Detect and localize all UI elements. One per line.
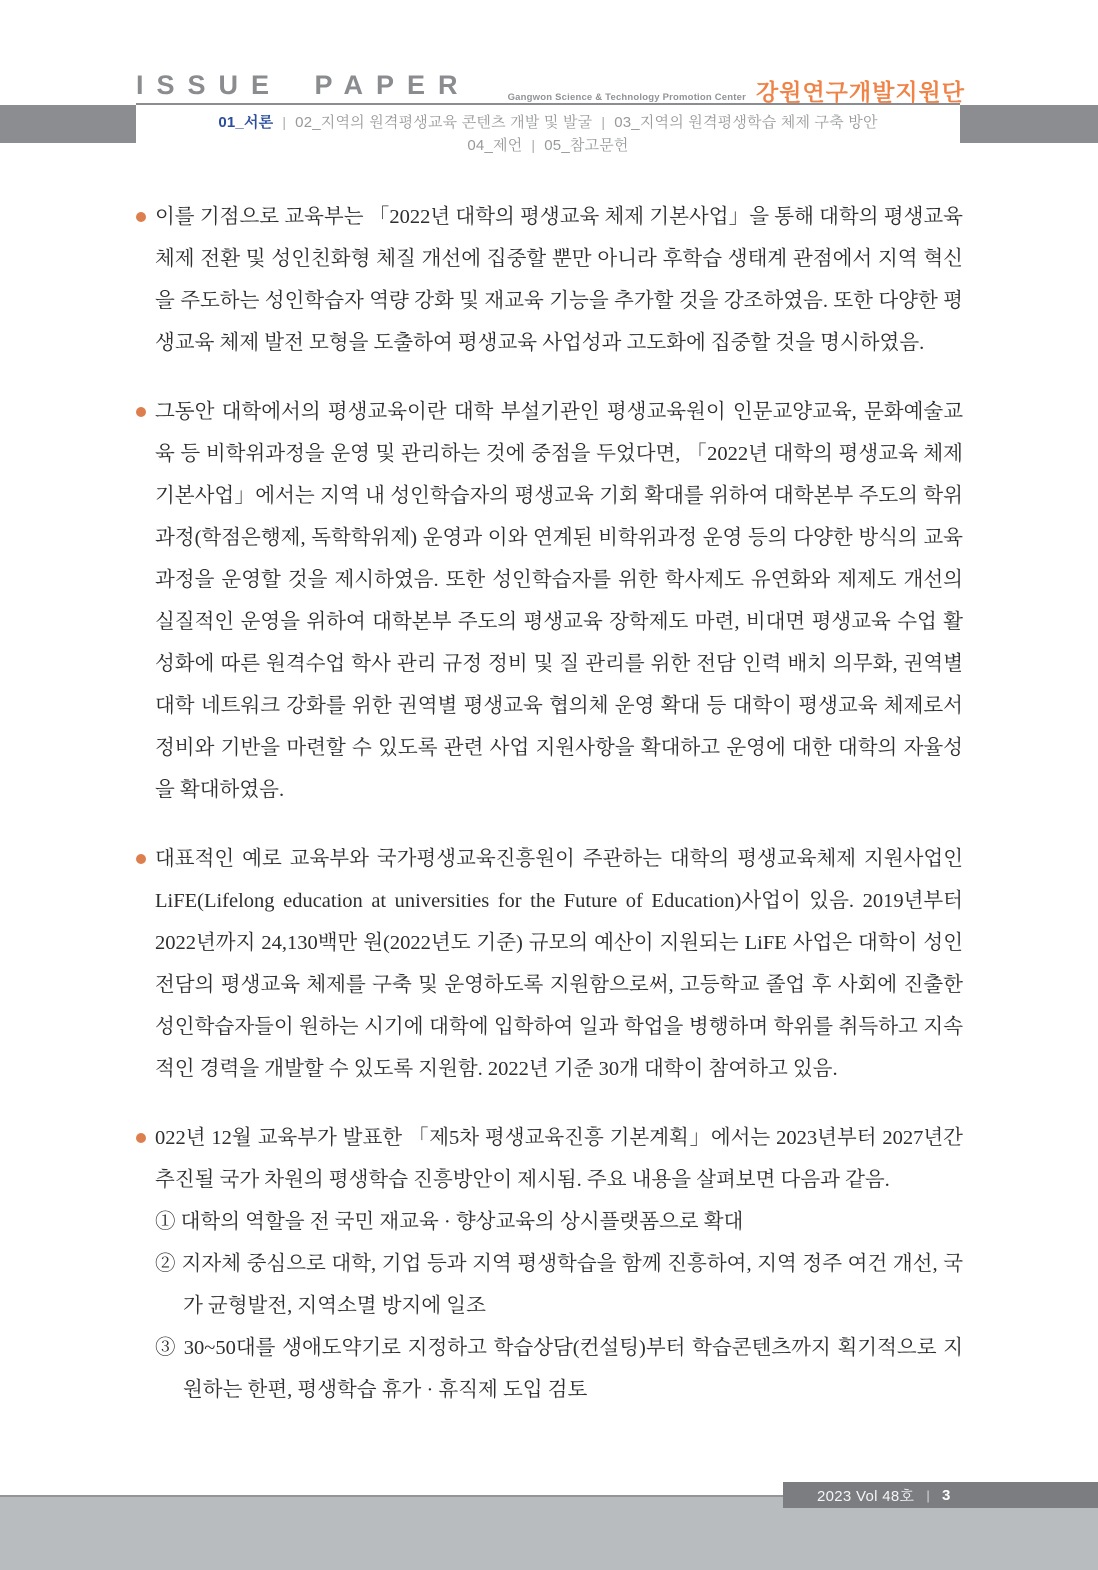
paragraph-text: 이를 기점으로 교육부는 「2022년 대학의 평생교육 체제 기본사업」을 통해 대학의 평생교육 체제 전환 및 성인친화형 체질 개선에 집중할 뿐만 아니라 후학습 생태계 관점에서 지역 혁신을 주도하는 성인학습자 역량 강화 및 재교육 기능을 추가할 것을 강조하였음. 또한 다양한 평생교육 체제 발전 모형을 도출하여 평생교육 사업성과 고도화에 집중할 것을 명시하였음.	[155, 206, 963, 354]
paragraph-text: 022년 12월 교육부가 발표한 「제5차 평생교육진흥 기본계획」에서는 2023년부터 2027년간 추진될 국가 차원의 평생학습 진흥방안이 제시됨. 주요 내용을 살펴보면 다음과 같음.	[155, 1127, 963, 1191]
org-name-ko: 강원연구개발지원단	[756, 79, 965, 105]
breadcrumb-line-2	[140, 134, 956, 157]
numbered-list	[155, 1201, 963, 1411]
org-name-en: Gangwon Science & Technology Promotion Center	[507, 92, 747, 103]
breadcrumb-separator: |	[282, 114, 287, 130]
paragraph-text: 대표적인 예로 교육부와 국가평생교육진흥원이 주관하는 대학의 평생교육체제 지원사업인 LiFE(Lifelong education at universities for the Future of Education)사업이 있음. 2019년부터 2022년까지 24,130백만 원(2022년도 기준) 규모의 예산이 지원되는 LiFE 사업은 대학이 성인 전담의 평생교육 체제를 구축 및 운영하도록 지원함으로써, 고등학교 졸업 후 사회에 진출한 성인학습자들이 원하는 시기에 대학에 입학하여 일과 학업을 병행하며 학위를 취득하고 지속적인 경력을 개발할 수 있도록 지원함. 2022년 기준 30개 대학이 참여하고 있음.	[155, 848, 963, 1080]
numbered-item-1: ① 대학의 역할을 전 국민 재교육 · 향상교육의 상시플랫폼으로 확대	[155, 1211, 744, 1233]
breadcrumb-line-1	[140, 111, 956, 134]
masthead-title: ISSUE PAPER	[136, 70, 471, 100]
footer-issue-label: 2023 Vol 48호	[817, 1487, 915, 1505]
breadcrumb-item-intro: 01_서론	[218, 114, 274, 131]
breadcrumb-separator: |	[531, 137, 536, 153]
bullet-icon	[136, 1133, 146, 1143]
bullet-paragraph	[155, 1117, 963, 1411]
breadcrumb	[140, 111, 956, 157]
bullet-icon	[136, 407, 146, 417]
breadcrumb-item-02: 02_지역의 원격평생교육 콘텐츠 개발 및 발굴	[295, 114, 593, 131]
numbered-item-2: ② 지자체 중심으로 대학, 기업 등과 지역 평생학습을 함께 진흥하여, 지역 정주 여건 개선, 국가 균형발전, 지역소멸 방지에 일조	[155, 1253, 963, 1317]
breadcrumb-item-03: 03_지역의 원격평생학습 체제 구축 방안	[614, 114, 878, 131]
org-brand	[508, 74, 965, 107]
footer-page-number: 3	[942, 1486, 951, 1504]
document-body	[155, 196, 963, 1438]
header-band-left	[0, 105, 136, 143]
numbered-item-3: ③ 30~50대를 생애도약기로 지정하고 학습상담(컨설팅)부터 학습콘텐츠까지 획기적으로 지원하는 한편, 평생학습 휴가 · 휴직제 도입 검토	[155, 1337, 963, 1401]
bullet-paragraph	[155, 838, 963, 1090]
breadcrumb-item-05: 05_참고문헌	[544, 137, 629, 154]
footer-issue-bar	[783, 1482, 1098, 1508]
paragraph-text: 그동안 대학에서의 평생교육이란 대학 부설기관인 평생교육원이 인문교양교육, 문화예술교육 등 비학위과정을 운영 및 관리하는 것에 중점을 두었다면, 「2022년 대학의 평생교육 체제 기본사업」에서는 지역 내 성인학습자의 평생교육 기회 확대를 위하여 대학본부 주도의 학위과정(학점은행제, 독학학위제) 운영과 이와 연계된 비학위과정 운영 등의 다양한 방식의 교육과정을 운영할 것을 제시하였음. 또한 성인학습자를 위한 학사제도 유연화와 제제도 개선의 실질적인 운영을 위하여 대학본부 주도의 평생교육 장학제도 마련, 비대면 평생교육 수업 활성화에 따른 원격수업 학사 관리 규정 정비 및 질 관리를 위한 전담 인력 배치 의무화, 권역별 대학 네트워크 강화를 위한 권역별 평생교육 협의체 운영 확대 등 대학이 평생교육 체제로서 정비와 기반을 마련할 수 있도록 관련 사업 지원사항을 확대하고 운영에 대한 대학의 자율성을 확대하였음.	[155, 401, 963, 801]
bullet-icon	[136, 212, 146, 222]
bullet-paragraph	[155, 196, 963, 364]
breadcrumb-separator: |	[601, 114, 606, 130]
bullet-paragraph	[155, 391, 963, 811]
breadcrumb-item-04: 04_제언	[467, 137, 523, 154]
bullet-icon	[136, 854, 146, 864]
header-band-right	[960, 105, 1098, 143]
footer-separator: |	[926, 1487, 931, 1503]
